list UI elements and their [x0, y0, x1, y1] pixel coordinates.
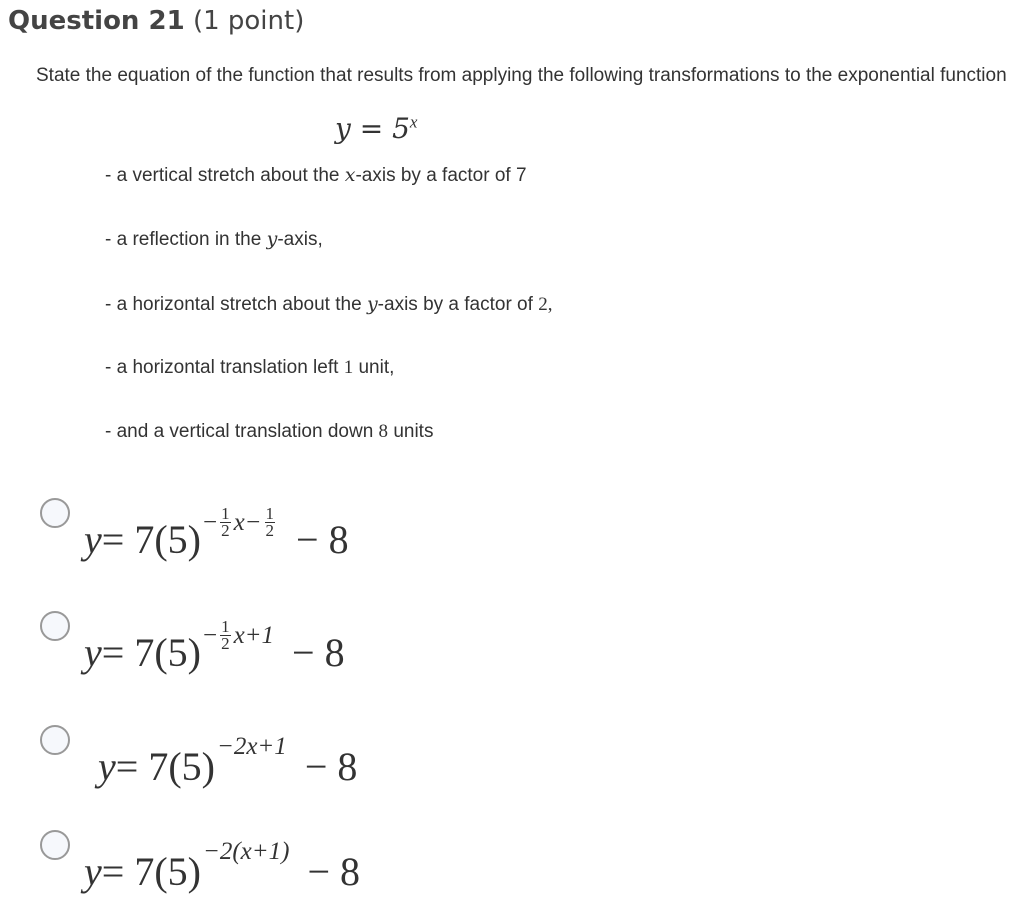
radio-button[interactable] [40, 830, 70, 860]
denominator: 2 [265, 521, 275, 540]
bullet-var: x [344, 164, 356, 186]
eq-suffix: − 8 [296, 517, 349, 562]
option-equation [84, 838, 361, 895]
numerator: 1 [221, 617, 230, 636]
transformation-item [105, 164, 527, 187]
base-function-exponent: x [409, 112, 418, 132]
eq-exponent [203, 619, 274, 652]
eq-exponent [217, 733, 287, 761]
exp-sign: − [202, 508, 218, 536]
eq-lhs: y [84, 849, 102, 894]
exp-sign: − [202, 621, 218, 649]
eq-base: = 7(5) [115, 744, 215, 789]
answer-option-3[interactable] [40, 725, 357, 790]
eq-suffix: − 8 [304, 744, 358, 789]
answer-option-1[interactable] [40, 498, 349, 563]
option-equation [98, 733, 358, 790]
denominator: 2 [221, 634, 230, 653]
radio-button[interactable] [40, 498, 70, 528]
eq-lhs: y [84, 517, 102, 562]
bullet-num: 8 [378, 421, 389, 442]
base-function-lhs: y = 5 [335, 112, 410, 145]
denominator: 2 [221, 521, 230, 540]
question-number: Question 21 [8, 6, 185, 36]
bullet-text: units [388, 421, 434, 442]
radio-button[interactable] [40, 611, 70, 641]
question-stem: State the equation of the function that results from applying the following transformations to the exponential function [36, 65, 1007, 86]
transformation-item [105, 421, 433, 443]
exp-term: −2(x+1) [202, 838, 290, 865]
eq-suffix: − 8 [307, 849, 361, 894]
transformation-item [105, 228, 323, 251]
eq-lhs: y [98, 744, 116, 789]
option-equation [84, 617, 345, 676]
exp-term: −2x+1 [216, 733, 287, 760]
transformation-item [105, 357, 394, 379]
eq-base: = 7(5) [101, 849, 201, 894]
bullet-num: 1 [343, 357, 354, 378]
numerator: 1 [221, 504, 230, 523]
bullet-text: - a horizontal translation left [105, 357, 344, 378]
bullet-text: -axis, [277, 229, 323, 250]
bullet-text: - a reflection in the [105, 229, 267, 250]
answer-option-4[interactable] [40, 830, 360, 895]
bullet-text: - and a vertical translation down [105, 421, 379, 442]
transformation-item [105, 293, 552, 316]
question-title [8, 6, 304, 36]
fraction [220, 619, 231, 652]
bullet-text: - a horizontal stretch about the [105, 294, 367, 315]
numerator: 1 [265, 504, 275, 523]
bullet-text: - a vertical stretch about the [105, 165, 345, 186]
exp-term: x− [233, 508, 262, 536]
eq-exponent [203, 506, 278, 539]
eq-base: = 7(5) [101, 630, 201, 675]
option-equation [84, 504, 349, 563]
bullet-var: y [366, 293, 378, 315]
bullet-text: unit, [353, 357, 395, 378]
eq-exponent [203, 838, 290, 866]
fraction [220, 506, 231, 539]
bullet-num: 2, [538, 294, 553, 315]
eq-lhs: y [84, 630, 102, 675]
eq-suffix: − 8 [292, 630, 345, 675]
bullet-var: y [266, 228, 278, 250]
exp-term: x+1 [233, 621, 275, 649]
question-points: (1 point) [192, 6, 305, 36]
base-function [335, 112, 417, 146]
fraction [265, 506, 276, 539]
answer-option-2[interactable] [40, 611, 345, 676]
bullet-text: -axis by a factor of 7 [355, 165, 527, 186]
radio-button[interactable] [40, 725, 70, 755]
eq-base: = 7(5) [101, 517, 201, 562]
bullet-text: -axis by a factor of [377, 294, 539, 315]
